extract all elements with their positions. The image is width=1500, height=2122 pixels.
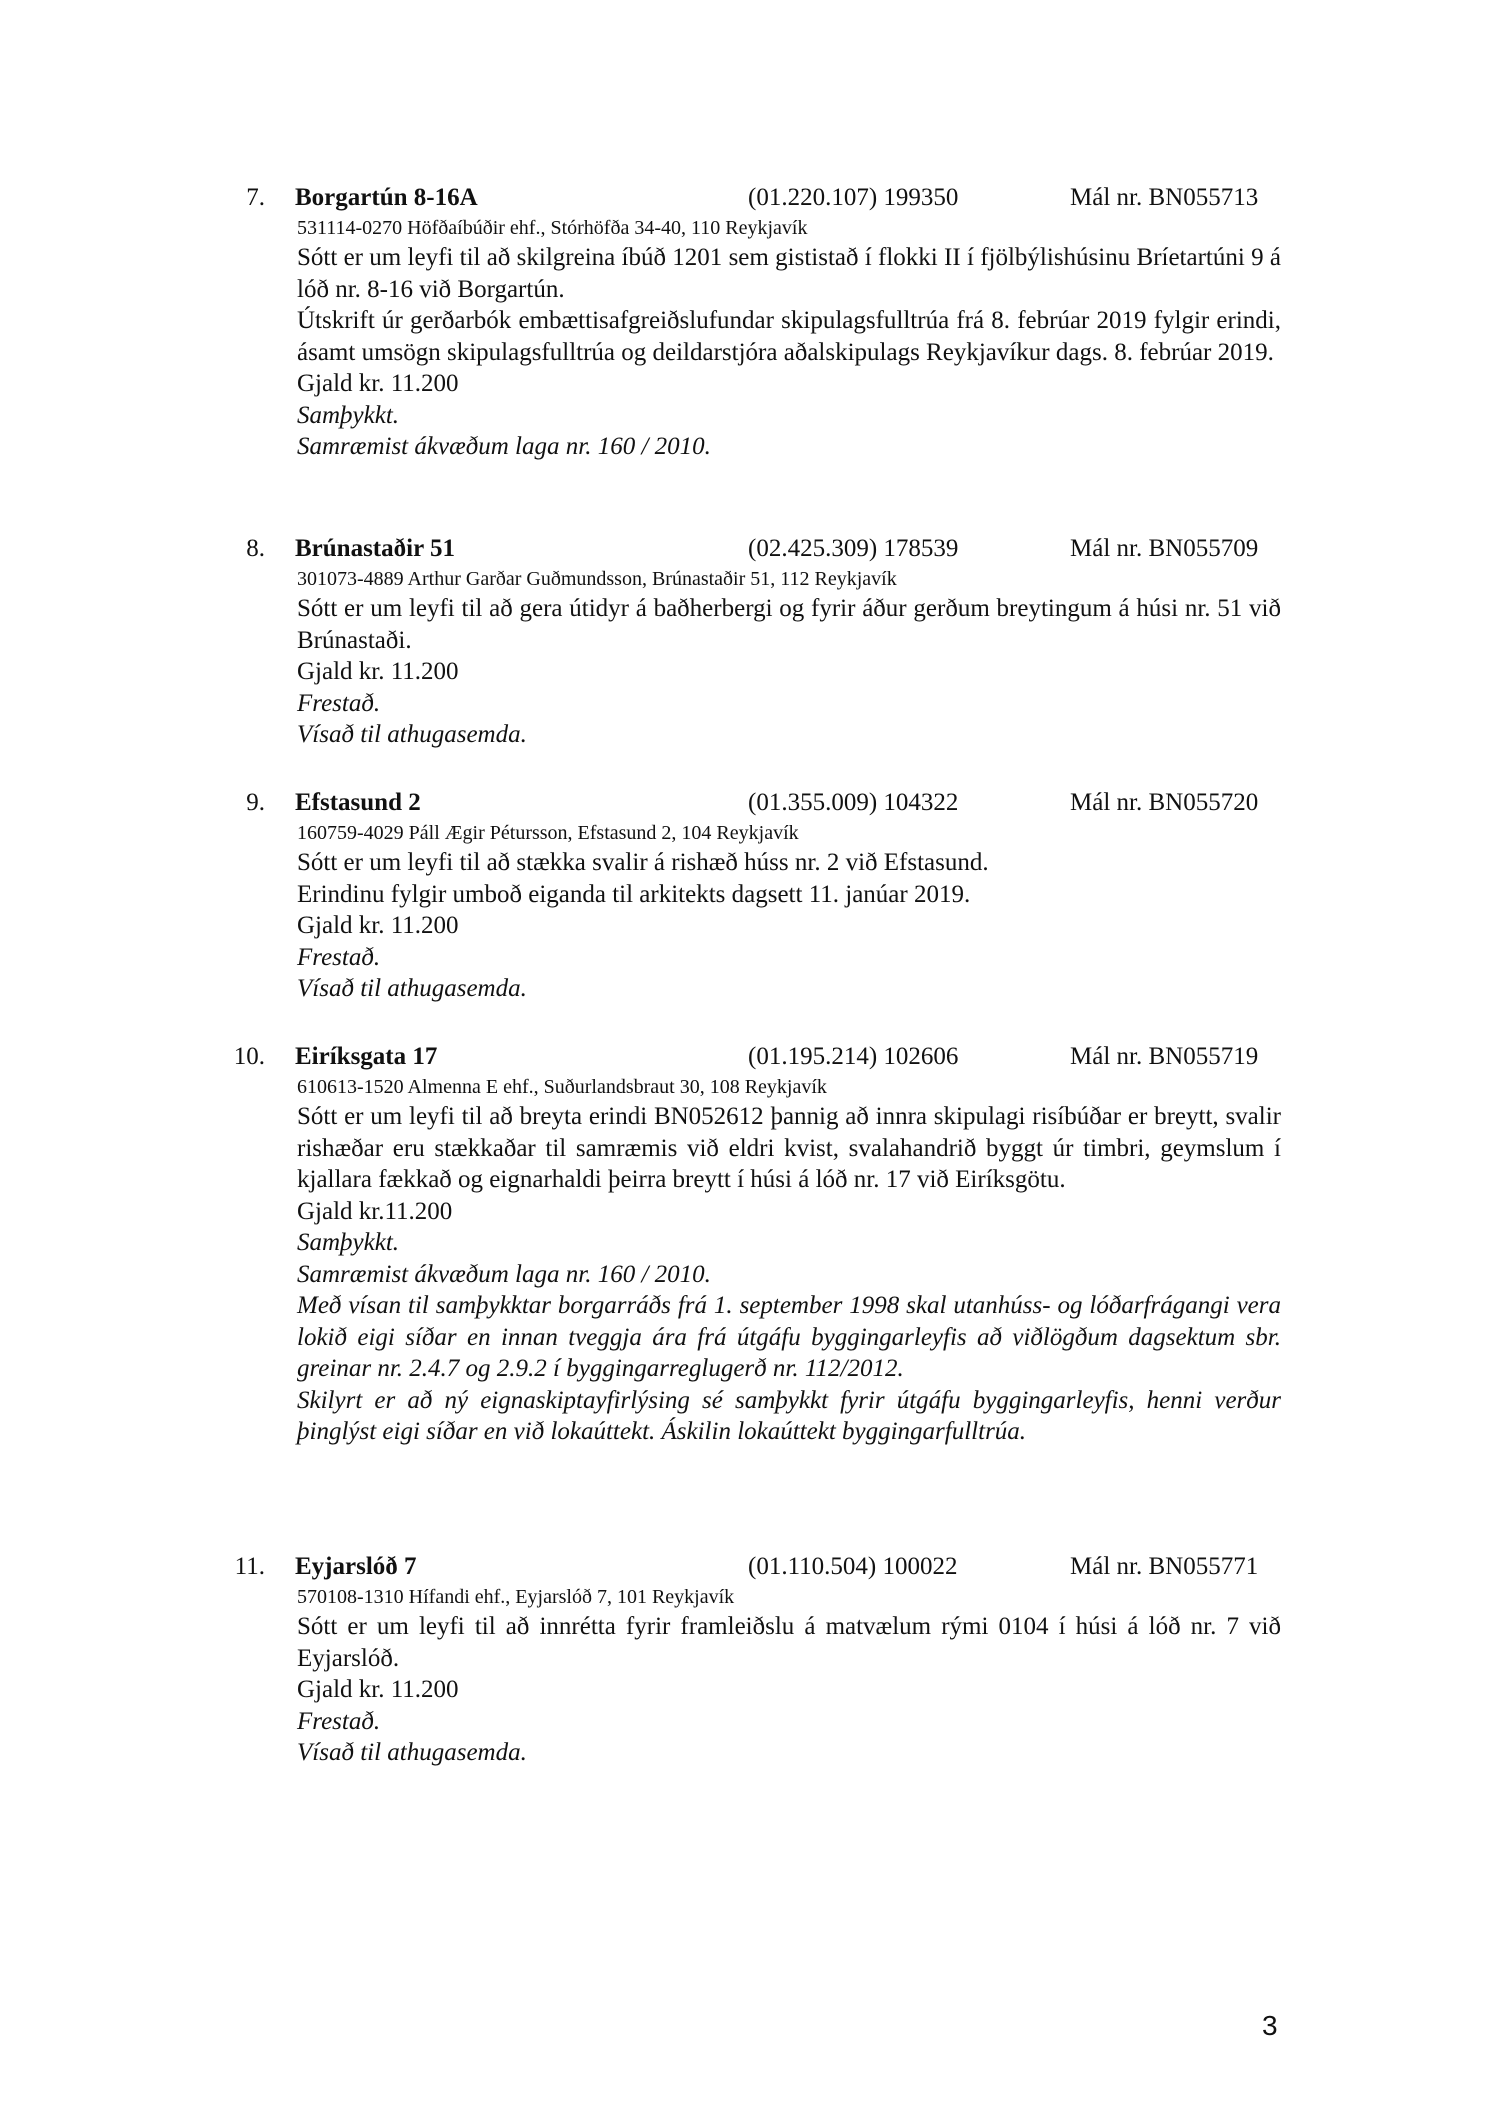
decision-line: Með vísan til samþykktar borgarráðs frá 1. september 1998 skal utanhúss- og lóðarfrágangi vera lokið eigi síðar en innan tveggja ára frá útgáfu byggingarleyfis að viðlögðum dagsektum sbr. greinar nr. 2.4.7 og 2.9.2 í byggingarreglugerð nr. 112/2012. [297,1292,1281,1382]
item-address: Efstasund 2 [295,789,421,816]
item-property-ref: (01.110.504) 100022 [748,1553,958,1580]
item-property-ref: (01.355.009) 104322 [748,789,959,816]
item-property-ref: (01.220.107) 199350 [748,184,959,211]
decision-line: Frestað. [297,689,381,717]
case-item [0,532,1500,751]
case-header [0,786,1500,820]
item-number: 7. [246,184,265,211]
item-body [297,593,1281,751]
case-header [0,532,1500,566]
decision-line: Samræmist ákvæðum laga nr. 160 / 2010. [297,1260,711,1288]
item-applicant: 570108-1310 Hífandi ehf., Eyjarslóð 7, 101 Reykjavík [297,1586,735,1608]
item-address: Brúnastaðir 51 [295,535,455,562]
item-body [297,1101,1281,1448]
case-item [0,181,1500,463]
item-address: Eiríksgata 17 [295,1043,438,1070]
item-property-ref: (01.195.214) 102606 [748,1043,959,1070]
item-body [297,847,1281,1005]
case-header [0,181,1500,215]
item-number: 11. [234,1553,265,1580]
item-case-number: Mál nr. BN055713 [1070,184,1259,211]
item-applicant: 610613-1520 Almenna E ehf., Suðurlandsbraut 30, 108 Reykjavík [297,1076,827,1098]
decision-line: Vísað til athugasemda. [297,721,527,748]
item-case-number: Mál nr. BN055709 [1070,535,1259,562]
body-paragraph: Sótt er um leyfi til að skilgreina íbúð 1201 sem gististað í flokki II í fjölbýlishúsinu Bríetartúni 9 á lóð nr. 8-16 við Borgartún. [297,244,1281,303]
case-header [0,1550,1500,1584]
item-case-number: Mál nr. BN055720 [1070,789,1259,816]
case-item [0,1040,1500,1448]
body-paragraph: Útskrift úr gerðarbók embættisafgreiðslufundar skipulagsfulltrúa frá 8. febrúar 2019 fylgir erindi, ásamt umsögn skipulagsfulltrúa og deildarstjóra aðalskipulags Reykjavíkur dags. 8. febrúar 2019. [297,307,1281,366]
case-item [0,1550,1500,1769]
item-applicant: 531114-0270 Höfðaíbúðir ehf., Stórhöfða 34-40, 110 Reykjavík [297,217,808,239]
item-case-number: Mál nr. BN055719 [1070,1043,1259,1070]
body-paragraph: Erindinu fylgir umboð eiganda til arkitekts dagsett 11. janúar 2019. [297,880,971,908]
decision-line: Vísað til athugasemda. [297,1739,527,1766]
item-body [297,1611,1281,1769]
body-paragraph: Sótt er um leyfi til að innrétta fyrir framleiðslu á matvælum rými 0104 í húsi á lóð nr. 7 við Eyjarslóð. [297,1613,1281,1672]
item-applicant: 301073-4889 Arthur Garðar Guðmundsson, Brúnastaðir 51, 112 Reykjavík [297,568,897,590]
fee-line: Gjald kr.11.200 [297,1197,453,1225]
page-number: 3 [1262,2010,1278,2041]
decision-line: Samræmist ákvæðum laga nr. 160 / 2010. [297,433,711,460]
decision-line: Samþykkt. [297,1229,400,1256]
fee-line: Gjald kr. 11.200 [297,370,459,397]
fee-line: Gjald kr. 11.200 [297,658,459,685]
item-address: Eyjarslóð 7 [295,1553,417,1580]
fee-line: Gjald kr. 11.200 [297,912,459,939]
decision-line: Samþykkt. [297,401,400,429]
item-body [297,242,1281,463]
body-paragraph: Sótt er um leyfi til að breyta erindi BN052612 þannig að innra skipulagi risíbúðar er breytt, svalir rishæðar eru stækkaðar til samræmis við eldri kvist, svalahandrið byggt úr timbri, geymslum í kjallara fækkað og eignarhaldi þeirra breytt í húsi á lóð nr. 17 við Eiríksgötu. [297,1103,1281,1193]
decision-line: Frestað. [297,943,381,971]
body-paragraph: Sótt er um leyfi til að stækka svalir á rishæð húss nr. 2 við Efstasund. [297,849,989,876]
item-applicant: 160759-4029 Páll Ægir Pétursson, Efstasund 2, 104 Reykjavík [297,822,799,844]
case-header [0,1040,1500,1074]
item-property-ref: (02.425.309) 178539 [748,535,959,562]
item-case-number: Mál nr. BN055771 [1070,1553,1259,1580]
decision-line: Frestað. [297,1707,381,1735]
item-number: 9. [246,789,265,816]
decision-line: Skilyrt er að ný eignaskiptayfirlýsing sé samþykkt fyrir útgáfu byggingarleyfis, henni verður þinglýst eigi síðar en við lokaúttekt. Áskilin lokaúttekt byggingarfulltrúa. [297,1386,1281,1445]
item-number: 10. [233,1043,265,1070]
item-address: Borgartún 8-16A [295,184,478,211]
decision-line: Vísað til athugasemda. [297,975,527,1002]
body-paragraph: Sótt er um leyfi til að gera útidyr á baðherbergi og fyrir áður gerðum breytingum á húsi nr. 51 við Brúnastaði. [297,595,1281,654]
fee-line: Gjald kr. 11.200 [297,1676,459,1703]
case-item [0,786,1500,1005]
item-number: 8. [246,535,265,562]
